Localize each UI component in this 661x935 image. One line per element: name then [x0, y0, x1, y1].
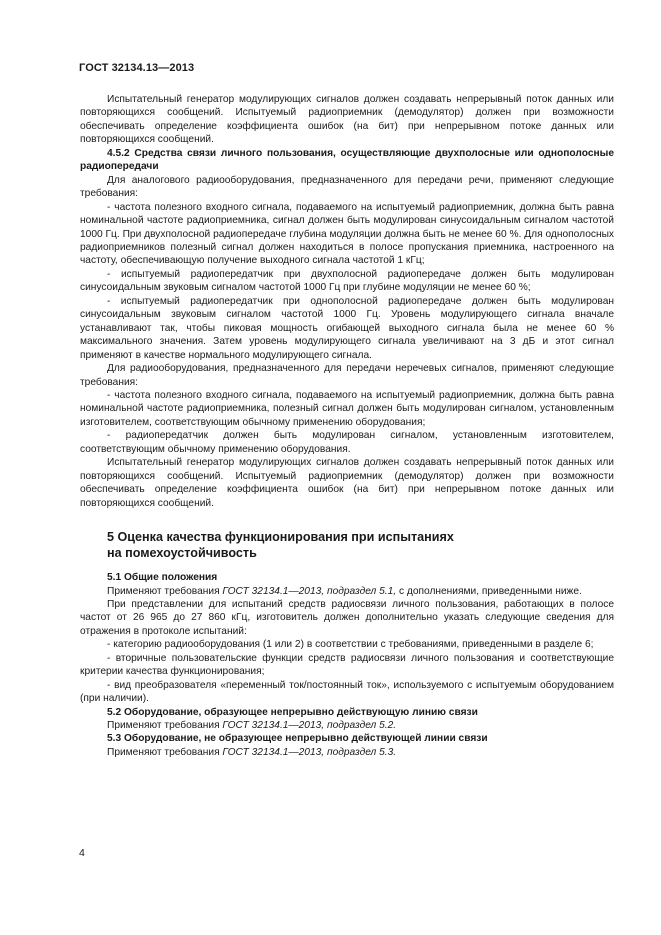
standard-reference: ГОСТ 32134.1—2013, подраздел 5.3. — [222, 746, 397, 758]
paragraph-nonspeech-intro: Для радиооборудования, предназначенного для передачи неречевых сигналов, применяют следующие требования: — [80, 363, 614, 388]
paragraph-manufacturer-info: При представлении для испытаний средств радиосвязи личного пользования, работающих в полосе частот от 26 965 до 27 860 кГц, изготовитель должен дополнительно указать следующие сведения для отражения в протоколе испытаний: — [80, 598, 614, 637]
list-item-category: - категорию радиооборудования (1 или 2) в соответствии с требованиями, приведенными в разделе 6; — [107, 639, 594, 651]
text-run: с дополнениями, приведенными ниже. — [396, 585, 582, 597]
list-item-nonspeech-receiver: - частота полезного входного сигнала, подаваемого на испытуемый радиоприемник, должна быть равна номинальной частоте радиоприемника, полезный сигнал должен быть модулирован сигналом, установленным изготовителем, соответствующим обычному применению оборудования; — [80, 389, 614, 428]
page-number: 4 — [79, 847, 85, 859]
list-item-dsb-transmitter: - испытуемый радиопередатчик при двухполосной радиопередаче должен быть модулирован синусоидальным звуковым сигналом частотой 1000 Гц при глубине модуляции не менее 60 %; — [80, 268, 614, 294]
standard-reference: ГОСТ 32134.1—2013, подраздел 5.2. — [222, 720, 397, 732]
section-heading-5 — [107, 529, 614, 561]
text-run: Применяют требования — [107, 746, 223, 758]
paragraph-generator-2: Испытательный генератор модулирующих сигналов должен создавать непрерывный поток данных или повторяющихся сообщений. Испытуемый радиоприемник (демодулятор) должен при возможности обеспечивать определение коэффициента ошибок (на бит) при непрерывном потоке данных или повторяющихся сообщений. — [80, 457, 614, 509]
list-item-receiver-frequency: - частота полезного входного сигнала, подаваемого на испытуемый радиоприемник, должна быть равна номинальной частоте радиоприемника, сигнал должен быть модулирован синусоидальным сигналом частотой 1000 Гц. При двухполосной радиопередаче глубина модуляции должна быть не менее 60 %. Для однополосных радиоприемников полезный сигнал должен находиться в полосе пропускания приемника, настроенного на частоту, обеспечивающую получение выходного сигнала частотой 1 кГц; — [80, 201, 614, 267]
paragraph-5-3-requirements — [80, 746, 614, 759]
section-heading-5-line1: 5 Оценка качества функционирования при испытаниях — [107, 530, 454, 545]
paragraph-analog-intro: Для аналогового радиооборудования, предназначенного для передачи речи, применяют следующие требования: — [80, 174, 614, 200]
list-item-nonspeech-transmitter: - радиопередатчик должен быть модулирован сигналом, установленным изготовителем, соответствующим обычному применению оборудования. — [80, 430, 614, 455]
subsection-heading-5-1: 5.1 Общие положения — [107, 572, 218, 584]
paragraph-5-2-requirements — [80, 719, 614, 732]
section-heading-5-line2: на помехоустойчивость — [107, 546, 257, 561]
text-run: Применяют требования — [107, 585, 223, 597]
standard-reference: ГОСТ 32134.1—2013, подраздел 5.1, — [222, 585, 397, 597]
list-item-secondary-functions: - вторичные пользовательские функции средств радиосвязи личного пользования и соответствующие критерии качества функционирования; — [80, 652, 614, 678]
subsection-heading-5-3: 5.3 Оборудование, не образующее непрерывно действующей линии связи — [107, 733, 488, 745]
subsection-heading-4-5-2: 4.5.2 Средства связи личного пользования, осуществляющие двухполосные или однополосные радиопередачи — [80, 147, 614, 173]
subsection-heading-5-2: 5.2 Оборудование, образующее непрерывно действующую линию связи — [107, 706, 478, 718]
document-body — [80, 93, 614, 759]
text-run: Применяют требования — [107, 720, 223, 732]
document-header: ГОСТ 32134.13—2013 — [79, 62, 195, 74]
paragraph-generator-1: Испытательный генератор модулирующих сигналов должен создавать непрерывный поток данных или повторяющихся сообщений. Испытуемый радиоприемник (демодулятор) должен при возможности обеспечивать определение коэффициента ошибок (на бит) при непрерывном потоке данных или повторяющихся сообщений. — [80, 94, 614, 146]
list-item-converter: - вид преобразователя «переменный ток/постоянный ток», используемого с испытуемым оборудованием (при наличии). — [80, 679, 614, 705]
paragraph-5-1-requirements — [80, 585, 614, 598]
list-item-ssb-transmitter: - испытуемый радиопередатчик при однополосной радиопередаче должен быть модулирован синусоидальным звуковым сигналом частотой 1000 Гц. Уровень модулирующего сигнала вначале устанавливают так, чтобы пиковая мощность огибающей выходного сигнала была не менее 60 % максимального значения. Затем уровень модулирующего сигнала увеличивают на 3 дБ и этот сигнал применяют в качестве нормального модулирующего сигнала. — [80, 295, 614, 361]
